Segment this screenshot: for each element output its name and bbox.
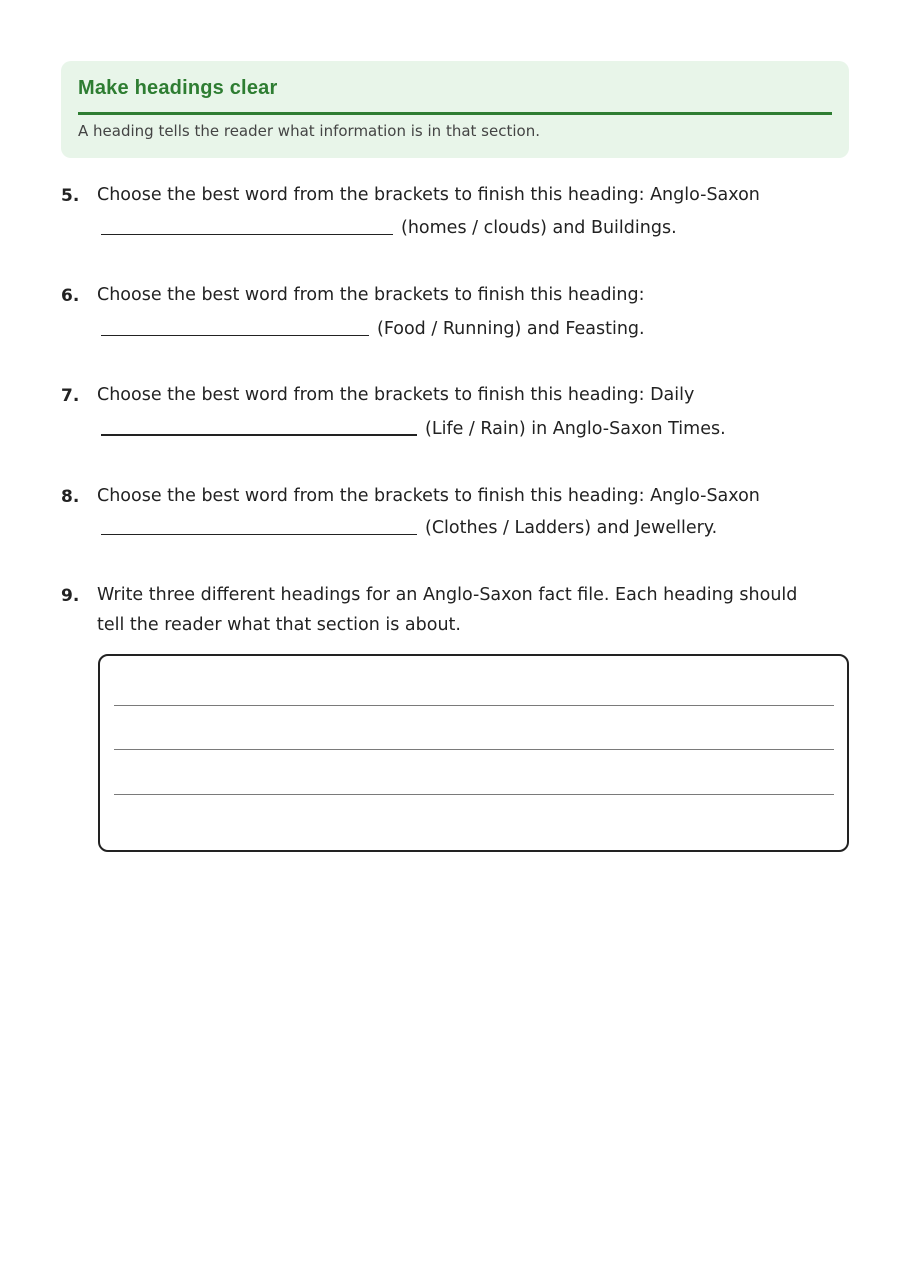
answer-writing-line xyxy=(114,705,834,706)
question-8-number: 8. xyxy=(61,487,80,507)
question-9-answer-box[interactable] xyxy=(98,654,849,852)
question-7-number: 7. xyxy=(61,386,80,406)
question-6-options: (Food / Running) and Feasting. xyxy=(377,319,645,339)
question-5-text: Choose the best word from the brackets to finish this heading: Anglo-Saxon xyxy=(97,185,760,205)
question-5-answer-row xyxy=(101,212,701,238)
question-8-answer-row xyxy=(101,512,801,538)
question-5-number: 5. xyxy=(61,186,80,206)
question-8-answer-blank[interactable] xyxy=(101,534,417,535)
question-7-answer-blank[interactable] xyxy=(101,434,417,436)
question-9-text-line2: tell the reader what that section is about. xyxy=(97,615,461,635)
question-8-options: (Clothes / Ladders) and Jewellery. xyxy=(425,518,718,538)
question-8-text: Choose the best word from the brackets to finish this heading: Anglo-Saxon xyxy=(97,486,760,506)
tip-divider xyxy=(78,112,832,115)
question-6-answer-row xyxy=(101,313,701,339)
tip-text: A heading tells the reader what information is in that section. xyxy=(78,122,540,140)
tip-box xyxy=(61,61,849,158)
question-5-options: (homes / clouds) and Buildings. xyxy=(401,218,677,238)
answer-writing-line xyxy=(114,749,834,750)
question-9-text-line1: Write three different headings for an Anglo-Saxon fact file. Each heading should xyxy=(97,585,798,605)
tip-title: Make headings clear xyxy=(78,77,278,99)
question-9-number: 9. xyxy=(61,586,80,606)
question-6-text: Choose the best word from the brackets to finish this heading: xyxy=(97,285,645,305)
question-7-text: Choose the best word from the brackets to finish this heading: Daily xyxy=(97,385,695,405)
question-6-answer-blank[interactable] xyxy=(101,335,369,336)
answer-writing-line xyxy=(114,794,834,795)
question-7-answer-row xyxy=(101,413,801,439)
question-7-options: (Life / Rain) in Anglo-Saxon Times. xyxy=(425,419,726,439)
question-5-answer-blank[interactable] xyxy=(101,234,393,235)
question-6-number: 6. xyxy=(61,286,80,306)
